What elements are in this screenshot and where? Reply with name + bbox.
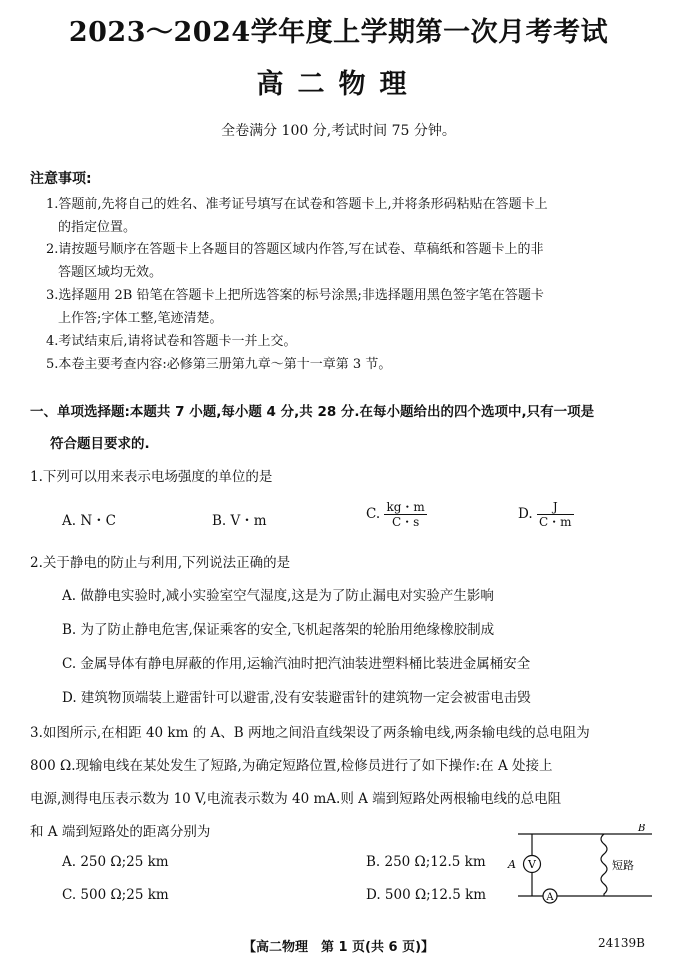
q1-option-d-denominator: C・m [538, 515, 572, 529]
exam-title: 2023～2024学年度上学期第一次月考考试 [68, 17, 609, 48]
q2-option-b: B. 为了防止静电危害,保证乘客的安全,飞机起落架的轮胎用绝缘橡胶制成 [62, 622, 495, 638]
section-heading: 一、单项选择题:本题共 7 小题,每小题 4 分,共 28 分.在每小题给出的四个选项中,只有一项是 [30, 404, 595, 420]
q1-option-d-label: D. [518, 506, 533, 522]
q3-option-d: D. 500 Ω;12.5 km [366, 887, 487, 903]
ammeter-label: A [546, 892, 554, 903]
q1-option-d-numerator: J [537, 500, 574, 515]
q1-option-c-numerator: kg・m [386, 500, 425, 514]
q1-option-c [366, 500, 427, 529]
q2-stem: 2.关于静电的防止与利用,下列说法正确的是 [30, 555, 291, 571]
q3-option-a: A. 250 Ω;25 km [62, 854, 169, 870]
notice-line: 1.答题前,先将自己的姓名、准考证号填写在试卷和答题卡上,并将条形码粘贴在答题卡上 [46, 197, 548, 212]
page-footer: 【高二物理 第 1 页(共 6 页)】 [242, 940, 435, 955]
q3-option-b: B. 250 Ω;12.5 km [366, 854, 486, 870]
short-circuit-coil [601, 834, 607, 896]
notice-line: 上作答;字体工整,笔迹清楚。 [58, 311, 223, 326]
q1-option-a: A. N・C [62, 513, 116, 529]
q3-circuit-figure [500, 824, 660, 908]
notice-line: 的指定位置。 [58, 220, 137, 235]
q2-option-d: D. 建筑物顶端装上避雷针可以避雷,没有安装避雷针的建筑物一定会被雷电击毁 [62, 690, 531, 706]
q3-stem-line: 和 A 端到短路处的距离分别为 [30, 824, 211, 840]
q2-option-a: A. 做静电实验时,减小实验室空气湿度,这是为了防止漏电对实验产生影响 [62, 588, 494, 604]
q2-option-c: C. 金属导体有静电屏蔽的作用,运输汽油时把汽油装进塑料桶比装进金属桶安全 [62, 656, 531, 672]
q3-stem-line: 3.如图所示,在相距 40 km 的 A、B 两地之间沿直线架设了两条输电线,两条输电线的总电阻为 [30, 725, 590, 741]
notice-line: 2.请按题号顺序在答题卡上各题目的答题区域内作答,写在试卷、草稿纸和答题卡上的非 [46, 242, 544, 257]
notice-line: 3.选择题用 2B 铅笔在答题卡上把所选答案的标号涂黑;非选择题用黑色签字笔在答题卡 [46, 288, 544, 303]
q1-option-c-fraction [384, 500, 426, 529]
score-info: 全卷满分 100 分,考试时间 75 分钟。 [221, 123, 456, 139]
q1-stem: 1.下列可以用来表示电场强度的单位的是 [30, 469, 273, 485]
q1-option-d-fraction [537, 500, 574, 529]
q1-option-d [518, 500, 574, 529]
voltmeter-label: V [528, 858, 536, 871]
point-a-label: A [508, 858, 516, 871]
q3-stem-line: 800 Ω.现输电线在某处发生了短路,为确定短路位置,检修员进行了如下操作:在 A 处接上 [30, 758, 553, 774]
notice-line: 答题区域均无效。 [58, 265, 163, 280]
notice-line: 5.本卷主要考查内容:必修第三册第九章～第十一章第 3 节。 [46, 357, 392, 372]
point-b-label: B [638, 824, 646, 834]
q3-option-c: C. 500 Ω;25 km [62, 887, 169, 903]
paper-code: 24139B [598, 936, 645, 950]
q1-option-c-denominator: C・s [391, 515, 420, 529]
q3-stem-line: 电源,测得电压表示数为 10 V,电流表示数为 40 mA.则 A 端到短路处两根输电线的总电阻 [30, 791, 562, 807]
short-circuit-label: 短路 [612, 859, 634, 872]
subject-title: 高二物理 [256, 69, 421, 100]
q1-option-c-label: C. [366, 506, 381, 522]
section-heading-cont: 符合题目要求的. [50, 436, 150, 452]
q1-option-b: B. V・m [212, 513, 267, 529]
notice-heading: 注意事项: [30, 171, 92, 187]
notice-line: 4.考试结束后,请将试卷和答题卡一并上交。 [46, 334, 297, 349]
